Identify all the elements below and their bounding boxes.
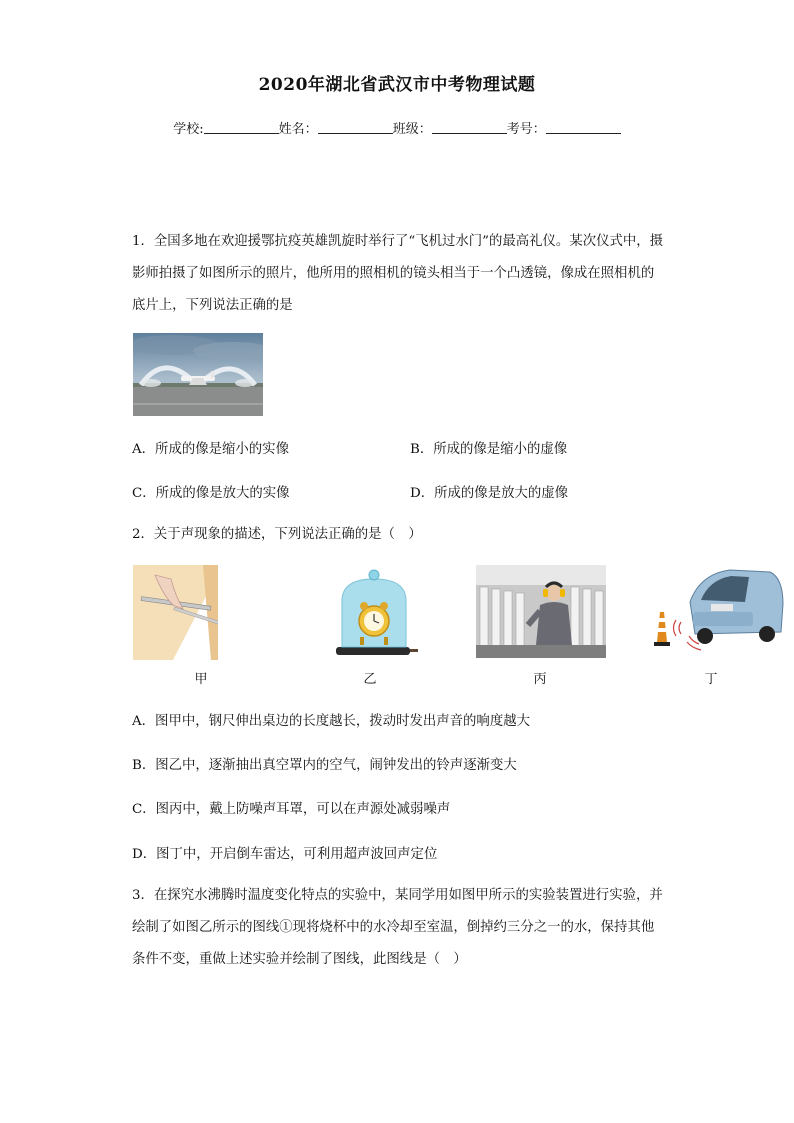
bell-jar-clock-image (330, 565, 418, 660)
caption-jia: 甲 (194, 672, 208, 687)
car-reversing-radar-image (645, 562, 785, 657)
question-1-text: 1．全国多地在欢迎援鄂抗疫英雄凯旋时举行了“飞机过水门”的最高礼仪。某次仪式中，摄影师拍摄了如图所示的照片，他所用的照相机的镜头相当于一个凸透镜，像成在照相机的底片上，下列说法正确的是 (132, 234, 664, 313)
q1-option-d[interactable]: D．所成的像是放大的虚像 (410, 486, 569, 501)
class-label: 班级： (392, 122, 432, 137)
textile-factory-worker-image (476, 565, 606, 658)
caption-yi: 乙 (363, 672, 377, 687)
caption-bing: 丙 (533, 672, 547, 687)
class-blank (432, 121, 507, 134)
student-info-line (0, 118, 794, 137)
question-2-text: 2．关于声现象的描述，下列说法正确的是（ ） (132, 527, 422, 542)
caption-ding: 丁 (704, 672, 718, 687)
q1-option-a[interactable]: A．所成的像是缩小的实像 (132, 442, 289, 457)
question-3-text: 3．在探究水沸腾时温度变化特点的实验中，某同学用如图甲所示的实验装置进行实验，并绘制了如图乙所示的图线①现将烧杯中的水冷却至室温，倒掉约三分之一的水，保持其他条件不变，重做上述实验并绘制了图线，此图线是（ ） (132, 888, 663, 967)
q2-option-d[interactable]: D．图丁中，开启倒车雷达，可利用超声波回声定位 (132, 847, 438, 862)
name-label: 姓名： (278, 122, 318, 137)
airplane-water-salute-photo (133, 333, 263, 416)
q2-option-a[interactable]: A．图甲中，钢尺伸出桌边的长度越长，拨动时发出声音的响度越大 (132, 714, 530, 729)
school-label: 学校: (173, 122, 204, 137)
exam-no-blank (546, 121, 621, 134)
q2-option-b[interactable]: B．图乙中，逐渐抽出真空罩内的空气，闹钟发出的铃声逐渐变大 (132, 758, 517, 773)
q1-option-b[interactable]: B．所成的像是缩小的虚像 (410, 442, 568, 457)
name-blank (318, 121, 393, 134)
ruler-on-table-image (133, 565, 218, 660)
school-blank (204, 121, 279, 134)
exam-no-label: 考号： (506, 122, 546, 137)
q2-option-c[interactable]: C．图丙中，戴上防噪声耳罩，可以在声源处减弱噪声 (132, 802, 451, 817)
q1-option-c[interactable]: C．所成的像是放大的实像 (132, 486, 290, 501)
page-title: 2020年湖北省武汉市中考物理试题 (258, 75, 536, 95)
